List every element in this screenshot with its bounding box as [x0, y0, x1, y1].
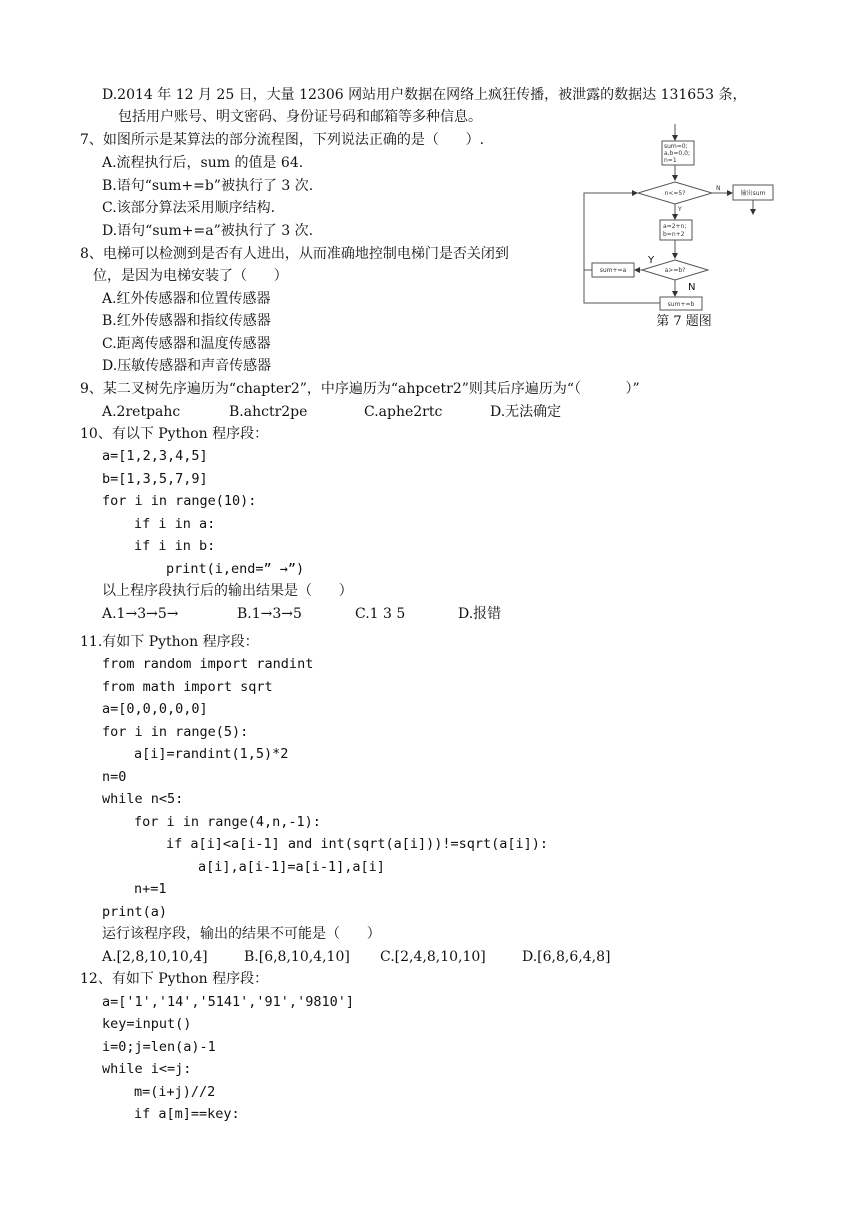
q11-code-line: n=0 — [102, 769, 127, 785]
cond1-no-label: N — [716, 185, 721, 192]
q7-option-d: D.语句“sum+=a”被执行了 3 次. — [102, 223, 314, 239]
q12-code-line: i=0;j=len(a)-1 — [102, 1039, 216, 1055]
cond2-yes-label: Y — [648, 255, 655, 266]
update-box-line1: a=2+n; — [663, 223, 687, 230]
q11-question: 运行该程序段，输出的结果不可能是（ ） — [102, 926, 381, 942]
q12-stem: 12、有如下 Python 程序段： — [80, 971, 269, 987]
cond2-label: a>=b? — [664, 267, 686, 274]
q11-code-line: a[i],a[i-1]=a[i-1],a[i] — [198, 859, 385, 875]
q9-option-c: C.aphe2rtc — [364, 404, 443, 420]
q8-option-b: B.红外传感器和指纹传感器 — [102, 313, 271, 329]
q12-code-line: key=input() — [102, 1016, 192, 1032]
q7-flowchart-figure — [578, 122, 790, 334]
q6-option-d-line2: 包括用户账号、明文密码、身份证号码和邮箱等多种信息。 — [118, 109, 482, 125]
q10-code-line: if i in a: — [134, 516, 216, 532]
q12-code-line: m=(i+j)//2 — [134, 1084, 216, 1100]
q11-option-b: B.[6,8,10,4,10] — [244, 949, 350, 965]
cond1-label: n<=5? — [664, 190, 686, 197]
figure-caption: 第 7 题图 — [656, 314, 712, 329]
output-label: 输出sum — [740, 190, 766, 197]
q11-option-d: D.[6,8,6,4,8] — [522, 949, 611, 965]
q12-code-line: while i<=j: — [102, 1061, 192, 1077]
q8-stem-line1: 8、电梯可以检测到是否有人进出，从而准确地控制电梯门是否关闭到 — [80, 246, 509, 262]
q7-option-a: A.流程执行后，sum 的值是 64. — [102, 155, 304, 171]
q11-code-line: from random import randint — [102, 656, 314, 672]
q11-option-c: C.[2,4,8,10,10] — [380, 949, 486, 965]
q11-stem: 11.有如下 Python 程序段： — [80, 634, 259, 650]
q10-option-b: B.1→3→5 — [237, 606, 302, 622]
q10-option-a: A.1→3→5→ — [102, 606, 179, 622]
q11-code-line: for i in range(5): — [102, 724, 249, 740]
q10-code-line: for i in range(10): — [102, 493, 257, 509]
q11-code-line: a[i]=randint(1,5)*2 — [134, 746, 289, 762]
q11-code-line: print(a) — [102, 904, 168, 920]
init-box-line2: a,b=0,0; — [664, 150, 690, 157]
q11-code-line: a=[0,0,0,0,0] — [102, 701, 208, 717]
q7-stem: 7、如图所示是某算法的部分流程图，下列说法正确的是（ ）. — [80, 132, 485, 148]
update-box-line2: b=n+2 — [663, 231, 685, 238]
q10-code-line: b=[1,3,5,7,9] — [102, 471, 208, 487]
q11-code-line: while n<5: — [102, 791, 184, 807]
cond2-no-label: N — [688, 282, 696, 293]
q6-option-d-line1: D.2014 年 12 月 25 日，大量 12306 网站用户数据在网络上疯狂传播，被泄露的数据达 131653 条， — [102, 87, 747, 103]
q9-option-a: A.2retpahc — [102, 404, 181, 420]
q11-code-line: from math import sqrt — [102, 679, 273, 695]
q8-option-c: C.距离传感器和温度传感器 — [102, 336, 271, 352]
cond1-yes-label: Y — [678, 206, 682, 213]
q11-code-line: for i in range(4,n,-1): — [134, 814, 321, 830]
q8-option-a: A.红外传感器和位置传感器 — [102, 291, 271, 307]
q10-code-line: print(i,end=” →”) — [166, 561, 305, 577]
q7-option-c: C.该部分算法采用顺序结构. — [102, 200, 276, 216]
flowchart — [578, 122, 790, 312]
q11-code-line: if a[i]<a[i-1] and int(sqrt(a[i]))!=sqrt(a[i]): — [166, 836, 549, 852]
q10-stem: 10、有以下 Python 程序段： — [80, 426, 269, 442]
sum-plus-a-label: sum+=a — [599, 267, 627, 274]
sum-plus-b-label: sum+=b — [667, 301, 695, 308]
q10-code-line: if i in b: — [134, 538, 216, 554]
q10-option-d: D.报错 — [458, 606, 502, 622]
q10-option-c: C.1 3 5 — [355, 606, 406, 622]
init-box-line1: sum=0; — [664, 143, 688, 150]
q11-option-a: A.[2,8,10,10,4] — [102, 949, 208, 965]
q8-option-d: D.压敏传感器和声音传感器 — [102, 358, 272, 374]
q9-stem: 9、某二叉树先序遍历为“chapter2”，中序遍历为“ahpcetr2”则其后序遍历为“（ ）” — [80, 381, 640, 397]
q9-option-d: D.无法确定 — [490, 404, 562, 420]
init-box-line3: n=1 — [664, 157, 677, 164]
q7-option-b: B.语句“sum+=b”被执行了 3 次. — [102, 178, 314, 194]
q12-code-line: if a[m]==key: — [134, 1106, 240, 1122]
q9-option-b: B.ahctr2pe — [229, 404, 308, 420]
q11-code-line: n+=1 — [134, 881, 167, 897]
q8-stem-line2: 位，是因为电梯安装了（ ） — [93, 268, 288, 284]
q10-question: 以上程序段执行后的输出结果是（ ） — [102, 583, 353, 599]
q10-code-line: a=[1,2,3,4,5] — [102, 448, 208, 464]
q12-code-line: a=['1','14','5141','91','9810'] — [102, 994, 354, 1010]
